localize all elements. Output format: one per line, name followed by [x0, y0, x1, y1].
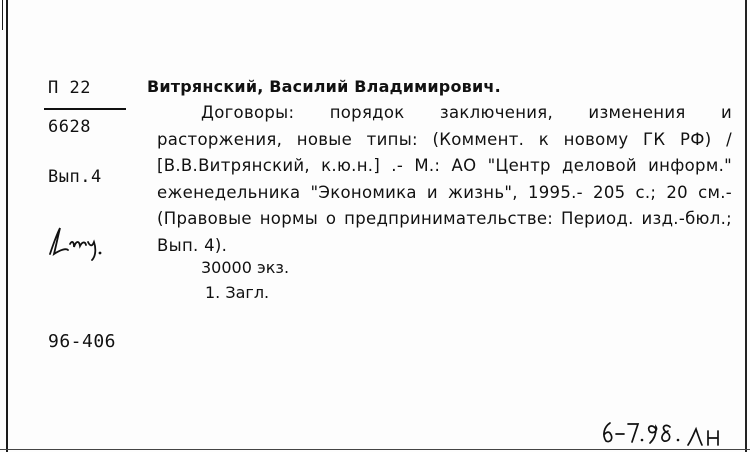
shelf-number: 6628	[48, 117, 91, 137]
shelf-class-code: П 22	[48, 78, 91, 98]
card-right-edge	[745, 0, 747, 452]
card-left-edge-mark	[2, 0, 3, 30]
handwritten-mark	[44, 220, 114, 262]
shelf-divider	[44, 108, 126, 110]
volume-label: Вып.4	[48, 167, 102, 187]
reference-number: 96-406	[48, 331, 117, 352]
handwritten-date	[596, 415, 736, 447]
bibliographic-description: Договоры: порядок заключения, изменения и расторжения, новые типы: (Коммент. к новому ГК РФ) / [В.В.Витрянский, к.ю.н.] .- М.: АО "Центр деловой информ." еженедельника "Экономика и жизнь", 1995.- 205 с.; 20 см.- (Правовые нормы о предпринимательстве: Период. изд.-бюл.; Вып. 4).	[157, 103, 732, 255]
tracing-note: 1. Загл.	[205, 283, 270, 302]
print-run: 30000 экз.	[201, 258, 290, 277]
card-bottom-edge	[0, 449, 750, 450]
author-heading: Витрянский, Василий Владимирович.	[147, 77, 501, 96]
card-left-edge	[6, 0, 8, 452]
